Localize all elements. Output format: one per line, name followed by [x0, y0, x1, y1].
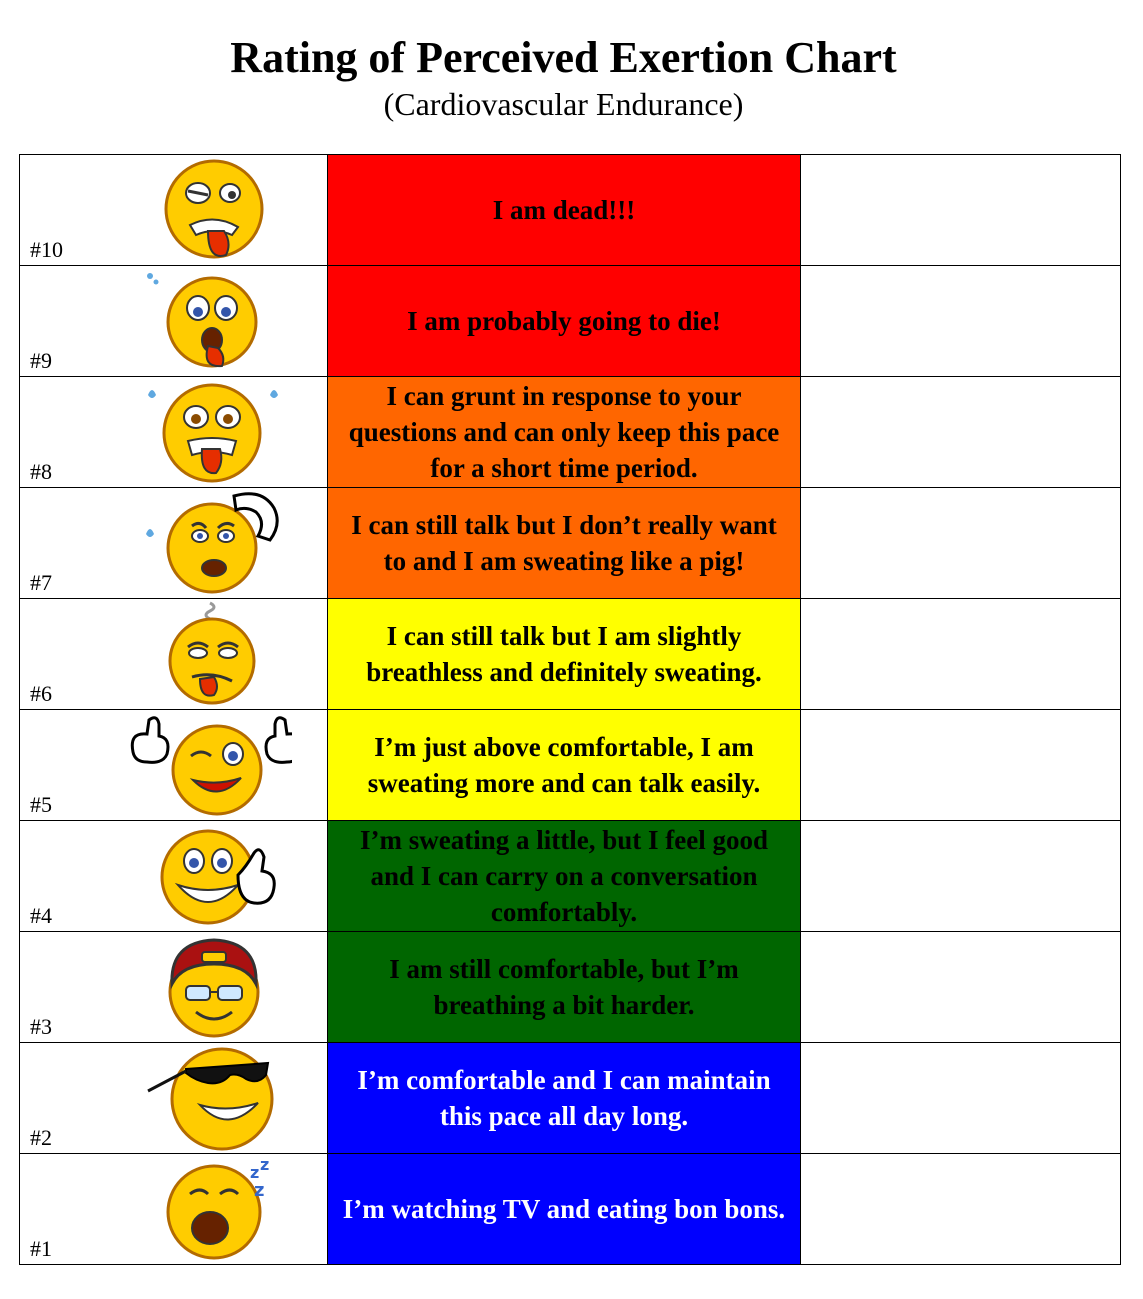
level-number: #8	[30, 459, 52, 484]
level-number: #10	[30, 237, 63, 262]
level-cell	[20, 266, 328, 377]
level-number: #1	[30, 1236, 52, 1261]
sleeping-face-icon	[142, 1156, 292, 1262]
description-cell	[328, 599, 801, 710]
level-description: I’m just above comfortable, I am sweating more and can talk easily.	[367, 732, 761, 798]
level-cell	[20, 932, 328, 1043]
description-cell	[328, 488, 801, 599]
table-row	[20, 710, 1121, 821]
level-number: #2	[30, 1125, 52, 1150]
level-description: I am dead!!!	[492, 195, 636, 225]
level-cell	[20, 710, 328, 821]
blank-cell	[801, 155, 1121, 266]
panting-face-icon	[142, 379, 292, 485]
sunglasses-face-icon	[142, 1045, 292, 1151]
blank-cell	[801, 377, 1121, 488]
table-row	[20, 932, 1121, 1043]
level-description: I’m comfortable and I can maintain this pace all day long.	[357, 1065, 771, 1131]
blank-cell	[801, 932, 1121, 1043]
svg-text:z: z	[260, 1156, 270, 1174]
cap-glasses-face-icon	[142, 934, 292, 1040]
table-row	[20, 1043, 1121, 1154]
page-title: Rating of Perceived Exertion Chart	[230, 33, 897, 82]
level-cell	[20, 1043, 328, 1154]
svg-text:z: z	[250, 1163, 260, 1182]
level-cell	[20, 155, 328, 266]
blank-cell	[801, 488, 1121, 599]
page-subtitle: (Cardiovascular Endurance)	[383, 86, 744, 122]
level-description: I am probably going to die!	[407, 306, 721, 336]
description-cell	[328, 710, 801, 821]
table-row	[20, 1154, 1121, 1265]
level-description: I’m watching TV and eating bon bons.	[342, 1194, 786, 1224]
sweating-face-icon	[142, 490, 292, 596]
level-cell	[20, 377, 328, 488]
blank-cell	[801, 710, 1121, 821]
level-description: I can still talk but I am slightly breathless and definitely sweating.	[366, 621, 762, 687]
level-description: I am still comfortable, but I’m breathing a bit harder.	[389, 954, 739, 1020]
description-cell	[328, 821, 801, 932]
description-cell	[328, 1154, 801, 1265]
level-cell	[20, 599, 328, 710]
table-row	[20, 155, 1121, 266]
level-description: I can grunt in response to your questions and can only keep this pace for a short time period.	[348, 381, 780, 483]
blank-cell	[801, 1154, 1121, 1265]
rpe-table	[19, 154, 1121, 1265]
smiling-thumbs-up-face-icon	[142, 823, 292, 929]
table-row	[20, 599, 1121, 710]
level-number: #9	[30, 348, 52, 373]
description-cell	[328, 155, 801, 266]
knocked-out-face-icon	[142, 157, 292, 263]
level-description: I’m sweating a little, but I feel good and I can carry on a conversation comfortably.	[360, 825, 768, 927]
blank-cell	[801, 599, 1121, 710]
description-cell	[328, 266, 801, 377]
exhausted-face-icon	[142, 268, 292, 374]
level-number: #6	[30, 681, 52, 706]
blank-cell	[801, 266, 1121, 377]
table-row	[20, 821, 1121, 932]
description-cell	[328, 377, 801, 488]
level-cell	[20, 1154, 328, 1265]
level-description: I can still talk but I don’t really want to and I am sweating like a pig!	[351, 510, 777, 576]
tired-face-icon	[142, 601, 292, 707]
description-cell	[328, 1043, 801, 1154]
table-row	[20, 266, 1121, 377]
level-number: #7	[30, 570, 52, 595]
table-row	[20, 377, 1121, 488]
winking-thumbs-up-face-icon	[112, 712, 292, 818]
table-row	[20, 488, 1121, 599]
blank-cell	[801, 821, 1121, 932]
level-cell	[20, 821, 328, 932]
level-cell	[20, 488, 328, 599]
level-number: #5	[30, 792, 52, 817]
blank-cell	[801, 1043, 1121, 1154]
description-cell	[328, 932, 801, 1043]
level-number: #3	[30, 1014, 52, 1039]
level-number: #4	[30, 903, 52, 928]
svg-text:z: z	[254, 1180, 265, 1201]
